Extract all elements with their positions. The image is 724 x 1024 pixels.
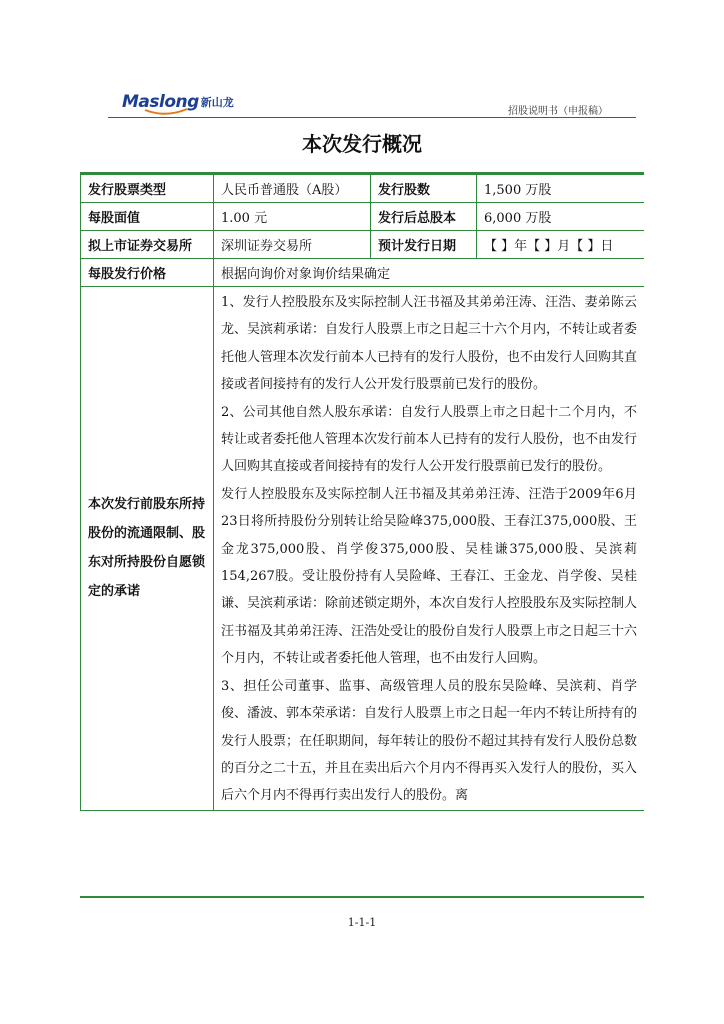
header-divider: [108, 117, 636, 118]
lockup-body: [214, 287, 645, 811]
cell-label: 发行后总股本: [371, 203, 477, 231]
table-row-lockup: [81, 287, 645, 811]
cell-value: 1,500 万股: [477, 175, 645, 203]
lockup-paragraph: 1、发行人控股股东及实际控制人汪书福及其弟弟汪涛、汪浩、妻弟陈云龙、吴滨莉承诺：自发行人股票上市之日起三十六个月内，不转让或者委托他人管理本次发行前本人已持有的发行人股份，也不由发行人回购其直接或者间接持有的发行人公开发行股票前已发行的股份。: [221, 295, 638, 393]
cell-label: 发行股数: [371, 175, 477, 203]
table-row-issue-price: [81, 259, 645, 287]
cell-label: 拟上市证券交易所: [81, 231, 214, 259]
logo-swoosh-icon: [144, 108, 188, 116]
logo-english-text: Maslong: [122, 92, 199, 112]
cell-value: 根据向询价对象询价结果确定: [214, 259, 645, 287]
cell-label: 每股发行价格: [81, 259, 214, 287]
lockup-paragraph: 3、担任公司董事、监事、高级管理人员的股东吴险峰、吴滨莉、肖学俊、潘波、郭本荣承诺：自发行人股票上市之日起一年内不转让所持有的发行人股票；在任职期间，每年转让的股份不超过其持有发行人股份总数的百分之二十五，并且在卖出后六个月内不得再买入发行人的股份，买入后六个月内不得再行卖出发行人的股份。离: [221, 678, 638, 804]
table-row-exchange: [81, 231, 645, 259]
logo-chinese-text: 新山龙: [200, 96, 234, 109]
cell-value: 深圳证券交易所: [214, 231, 371, 259]
cell-label: 发行股票类型: [81, 175, 214, 203]
cell-value: 6,000 万股: [477, 203, 645, 231]
page-title: 本次发行概况: [302, 132, 422, 156]
page-header: [108, 84, 636, 118]
offering-overview-table: [80, 172, 644, 898]
cell-label: 每股面值: [81, 203, 214, 231]
cell-label: 预计发行日期: [371, 231, 477, 259]
cell-value: 1.00 元: [214, 203, 371, 231]
lockup-paragraph: 发行人控股股东及实际控制人汪书福及其弟弟汪涛、汪浩于2009年6月23日将所持股份分别转让给吴险峰375,000股、王春江375,000股、王金龙375,000股、肖学俊375,000股、吴桂谦375,000股、吴滨莉154,267股。受让股份持有人吴险峰、王春江、王金龙、肖学俊、吴桂谦、吴滨莉承诺：除前述锁定期外，本次自发行人控股股东及实际控制人汪书福及其弟弟汪涛、汪浩处受让的股份自发行人股票上市之日起三十六个月内，不转让或者委托他人管理，也不由发行人回购。: [221, 486, 638, 667]
lockup-paragraph: 2、公司其他自然人股东承诺：自发行人股票上市之日起十二个月内，不转让或者委托他人管理本次发行前本人已持有的发行人股份，也不由发行人回购其直接或者间接持有的发行人公开发行股票前已发行的股份。: [221, 404, 638, 475]
table-row-par-value: [81, 203, 645, 231]
cell-value: 【 】年【 】月【 】日: [477, 231, 645, 259]
table-row-stock-type: [81, 175, 645, 203]
company-logo: [122, 88, 234, 112]
lockup-label: 本次发行前股东所持股份的流通限制、股东对所持股份自愿锁定的承诺: [81, 287, 214, 811]
page-number: 1-1-1: [347, 916, 377, 929]
document-type-label: 招股说明书（申报稿）: [508, 106, 608, 117]
cell-value: 人民币普通股（A股）: [214, 175, 371, 203]
